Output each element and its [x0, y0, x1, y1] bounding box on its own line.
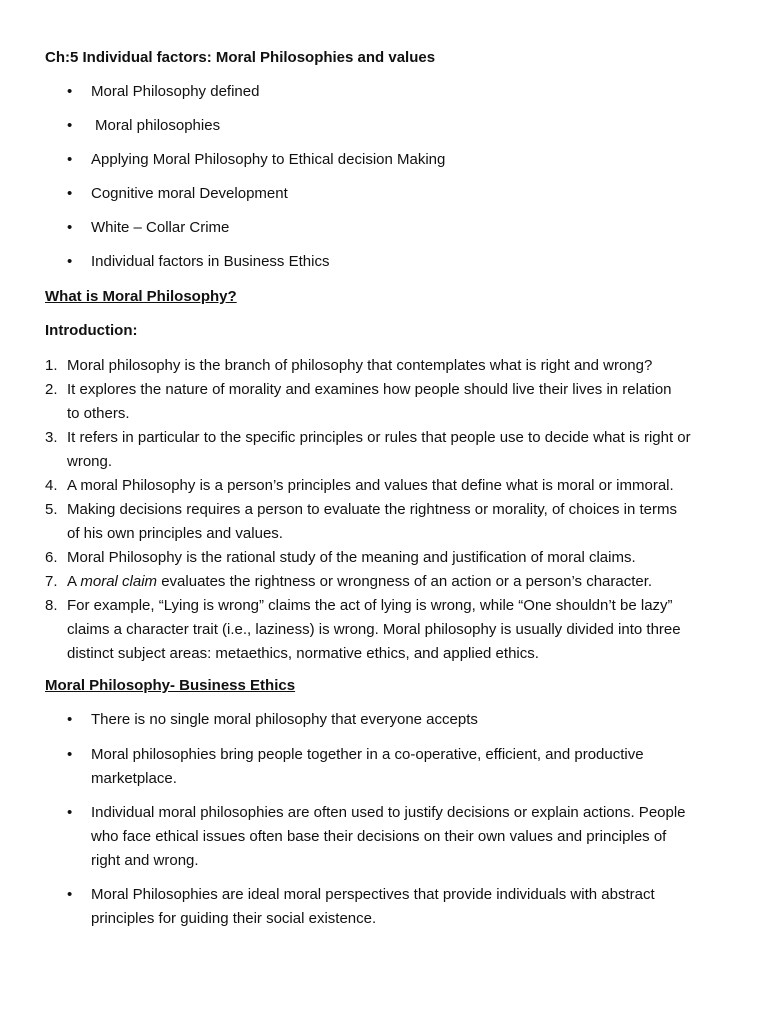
bullet-icon: • [67, 219, 73, 236]
outline-item-text: Moral Philosophy defined [91, 83, 260, 100]
item-text: Moral Philosophy is the rational study of the meaning and justification of moral claims. [67, 549, 636, 566]
item-number: 2. [45, 381, 58, 398]
item-text: There is no single moral philosophy that everyone accepts [91, 711, 478, 728]
section-heading-what-is: What is Moral Philosophy? [45, 288, 237, 305]
outline-item-text: Applying Moral Philosophy to Ethical decision Making [91, 151, 446, 168]
item-number: 4. [45, 477, 58, 494]
item-text: It explores the nature of morality and examines how people should live their lives in relation to others. [67, 381, 672, 422]
item-number: 8. [45, 597, 58, 614]
bullet-icon: • [67, 746, 73, 763]
item-text: Moral philosophy is the branch of philosophy that contemplates what is right and wrong? [67, 357, 653, 374]
item-text: It refers in particular to the specific principles or rules that people use to decide what is right or wrong. [67, 429, 691, 470]
outline-list [67, 80, 727, 280]
bullet-icon: • [67, 151, 73, 168]
bullet-icon: • [67, 83, 73, 100]
item-text-emphasis: moral claim [80, 573, 158, 590]
section-heading-business-ethics: Moral Philosophy- Business Ethics [45, 677, 296, 694]
outline-item-text: White – Collar Crime [91, 219, 230, 236]
outline-item-text: Individual factors in Business Ethics [91, 253, 330, 270]
item-text-post: evaluates the rightness or wrongness of an action or a person’s character. [157, 573, 653, 590]
page-title: Ch:5 Individual factors: Moral Philosophies and values [45, 49, 436, 66]
subheading-introduction: Introduction: [45, 322, 138, 339]
item-text: A moral Philosophy is a person’s principles and values that define what is moral or immoral. [67, 477, 674, 494]
item-number: 6. [45, 549, 58, 566]
bullet-icon: • [67, 185, 73, 202]
item-number: 1. [45, 357, 58, 374]
item-text: For example, “Lying is wrong” claims the act of lying is wrong, while “One shouldn’t be lazy” claims a character trait (i.e., laziness) is wrong. Moral philosophy is usually divided into three distinct subject areas: metaethics, normative ethics, and applied ethics. [67, 597, 681, 662]
bullet-icon: • [67, 117, 73, 134]
item-number: 7. [45, 573, 58, 590]
item-text-pre: A [67, 573, 81, 590]
bullet-icon: • [67, 886, 73, 903]
bullet-icon: • [67, 804, 73, 821]
item-text: Moral philosophies bring people together in a co-operative, efficient, and productive marketplace. [91, 746, 644, 787]
business-ethics-list [67, 708, 727, 948]
outline-item-text: Cognitive moral Development [91, 185, 288, 202]
item-text: Individual moral philosophies are often used to justify decisions or explain actions. People who face ethical issues often base their decisions on their own values and principles of right and wrong. [91, 804, 686, 869]
bullet-icon: • [67, 711, 73, 728]
item-text: Making decisions requires a person to evaluate the rightness or morality, of choices in terms of his own principles and values. [67, 501, 678, 542]
item-text [67, 570, 747, 594]
outline-item-text: Moral philosophies [95, 117, 221, 134]
item-text: Moral Philosophies are ideal moral perspectives that provide individuals with abstract principles for guiding their social existence. [91, 886, 655, 927]
item-number: 5. [45, 501, 58, 518]
introduction-list [45, 354, 765, 664]
bullet-icon: • [67, 253, 73, 270]
item-number: 3. [45, 429, 58, 446]
